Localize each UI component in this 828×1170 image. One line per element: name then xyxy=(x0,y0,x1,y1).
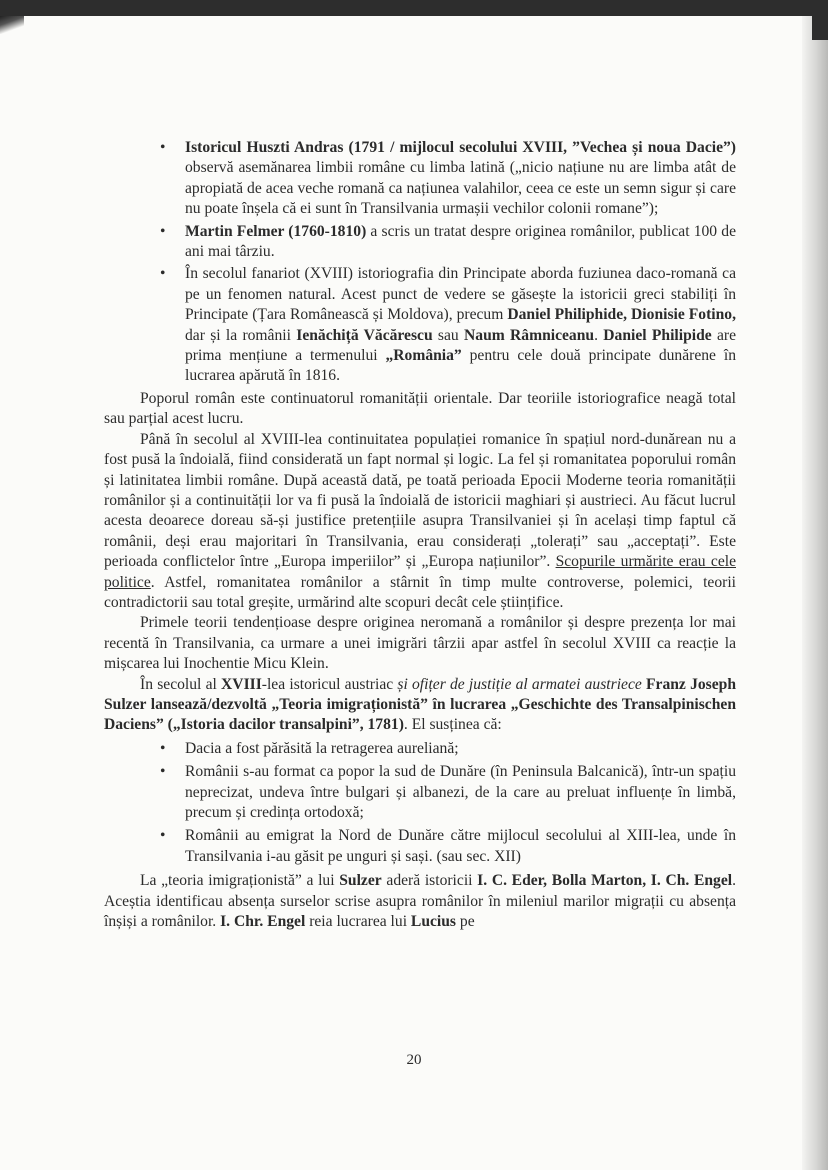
bullet-list-historians xyxy=(104,138,736,387)
page-body xyxy=(104,138,736,932)
list-item: • Istoricul Huszti Andras (1791 / mijlocul secolului XVIII, ”Vechea și noua Dacie”) observă asemănarea limbii române cu limba latină („nicio națiune nu are limba atât de apropiată de acea veche romană ca națiunea valahilor, ceea ce este un semn sigur și care nu poate înșela că ei sunt în Transilvania urmașii vechilor colonii romane”); xyxy=(104,138,736,220)
scan-top-border xyxy=(0,0,828,16)
paragraph: Poporul român este continuatorul romanității orientale. Dar teoriile istoriografice neagă total sau parțial acest lucru. xyxy=(104,389,736,428)
scan-right-edge xyxy=(802,16,828,1170)
page-corner-shadow xyxy=(0,16,24,34)
paragraph: La „teoria imigraționistă” a lui Sulzer aderă istoricii I. C. Eder, Bolla Marton, I. Ch. Engel. Aceștia identificau absența surselor scrise asupra românilor în mileniul marilor migrații cu absența înșiși a românilor. I. Chr. Engel reia lucrarea lui Lucius pe xyxy=(104,872,736,931)
bullet-list-theory xyxy=(104,739,736,867)
scan-right-notch xyxy=(812,16,828,40)
list-item: • Martin Felmer (1760-1810) a scris un tratat despre originea românilor, publicat 100 de ani mai târziu. xyxy=(104,222,736,263)
list-item: • Românii s-au format ca popor la sud de Dunăre (în Peninsula Balcanică), într-un spațiu neprecizat, undeva între bulgari și albanezi, de la care au preluat influențe în limbă, precum și credința ortodoxă; xyxy=(104,762,736,823)
page-number: 20 xyxy=(406,1052,422,1068)
paragraph: În secolul al XVIII-lea istoricul austriac și ofițer de justiție al armatei austriece Franz Joseph Sulzer lansează/dezvoltă „Teoria imigraționistă” în lucrarea „Geschichte des Transalpinischen Daciens” („Istoria dacilor transalpini”, 1781). El susținea că: xyxy=(104,675,736,734)
list-item: • Dacia a fost părăsită la retragerea aureliană; xyxy=(104,739,736,759)
list-item: • În secolul fanariot (XVIII) istoriografia din Principate aborda fuziunea daco-romană ca pe un fenomen natural. Acest punct de vedere se găsește la istoricii greci stabiliți în Principate (Țara Românească și Moldova), precum Daniel Philiphide, Dionisie Fotino, dar și la românii Ienăchiță Văcărescu sau Naum Râmniceanu. Daniel Philipide are prima mențiune a termenului „România” pentru cele două principate dunărene în lucrarea apărută în 1816. xyxy=(104,264,736,386)
list-item: • Românii au emigrat la Nord de Dunăre către mijlocul secolului al XIII-lea, unde în Transilvania i-au găsit pe unguri și sași. (sau sec. XII) xyxy=(104,826,736,867)
paragraph: Primele teorii tendențioase despre originea neromană a românilor și despre prezența lor mai recentă în Transilvania, ca urmare a unei imigrări târzii apar astfel în secolul XVIII ca reacție la mișcarea lui Inochentie Micu Klein. xyxy=(104,614,736,673)
paragraph: Până în secolul al XVIII-lea continuitatea populației romanice în spațiul nord-dunărean nu a fost pusă la îndoială, fiind considerată un fapt normal și logic. La fel și romanitatea poporului român și latinitatea limbii române. După această dată, pe toată perioada Epocii Moderne teoria romanității românilor și a continuității lor va fi pusă la îndoială de istoricii maghiari și austrieci. Au făcut lucrul acesta deoarece doreau să-și justifice pretențiile asupra Transilvaniei și în același timp faptul că românii, deși erau majoritari în Transilvania, erau considerați „tolerați” sau „acceptați”. Este perioada conflictelor între „Europa imperiilor” și „Europa națiunilor”. Scopurile urmărite erau cele politice. Astfel, romanitatea românilor a stârnit în timp multe controverse, polemici, teorii contradictorii sau total greșite, urmărind alte scopuri decât cele științifice. xyxy=(104,430,736,611)
